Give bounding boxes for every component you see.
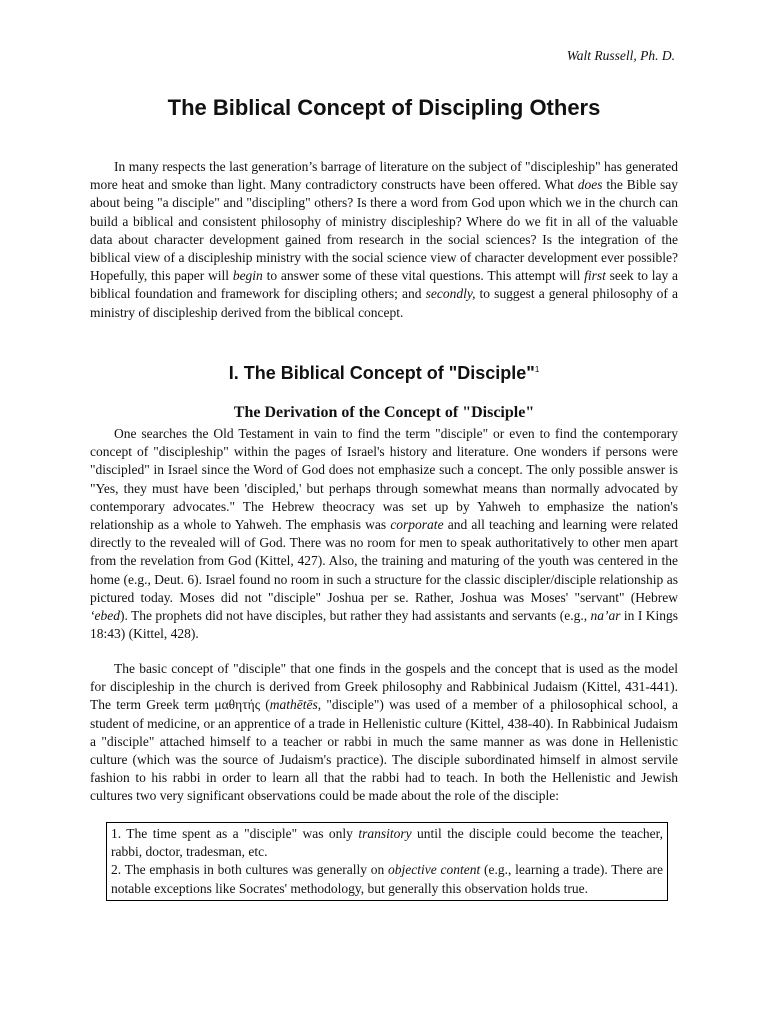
paragraph-old-testament: One searches the Old Testament in vain to find the term "disciple" or even to find the contemporary concept of "discipleship" within the pages of Israel's history and literature. One wonders if persons were "discipled" in Israel since the Word of God does not emphasize such a concept. The only possible answer is "Yes, they must have been 'discipled,' but perhaps through somewhat means than normally advocated by contemporary advocates." The Hebrew theocracy was set up by Yahweh to emphasize the nation's relationship as a whole to Yahweh. The emphasis was corporate and all teaching and learning were related directly to the revealed will of God. There was no room for men to speak authoritatively to other men apart from the revelation from God (Kittel, 427). Also, the training and maturing of the youth was centered in the home (e.g., Deut. 6). Israel found no room in such a structure for the classic discipler/disciple relationship as pictured today. Moses did not "disciple" Joshua per se. Rather, Joshua was Moses' "servant" (Hebrew ‘ebed). The prophets did not have disciples, but rather they had assistants and servants (e.g., na’ar in I Kings 18:43) (Kittel, 428).: [90, 426, 679, 642]
footnote-marker[interactable]: 1: [534, 365, 540, 374]
observation-item: 2. The emphasis in both cultures was generally on objective content (e.g., learning a trade). There are notable exceptions like Socrates' methodology, but generally this observation holds true.: [111, 862, 663, 896]
page-title: The Biblical Concept of Discipling Others: [167, 95, 601, 120]
author-name: Walt Russell, Ph. D.: [566, 48, 675, 63]
subsection-heading: The Derivation of the Concept of "Disciple": [233, 404, 535, 421]
observation-item: 1. The time spent as a "disciple" was only transitory until the disciple could become the teacher, rabbi, doctor, tradesman, etc.: [111, 826, 664, 860]
section-heading: I. The Biblical Concept of "Disciple"$^1$: [228, 363, 540, 383]
observations-box: [106, 822, 668, 901]
paragraph-greek-rabbinical: The basic concept of "disciple" that one finds in the gospels and the concept that is used as the model for discipleship in the church is derived from Greek philosophy and Rabbinical Judaism (Kittel, 431-441). The term Greek term μαθητής (mathētēs, "disciple") was used of a member of a philosophical school, a student of medicine, or an apprentice of a trade in Hellenistic culture (Kittel, 438-40). In Rabbinical Judaism a "disciple" attached himself to a teacher or rabbi in much the same manner as was done in Hellenistic culture (which was the source of Judaism's practice). The disciple subordinated himself in almost servile fashion to his rabbi in order to learn all that the rabbi had to teach. In both the Hellenistic and Jewish cultures two very significant observations could be made about the role of the disciple:: [90, 661, 679, 804]
intro-paragraph: In many respects the last generation’s barrage of literature on the subject of "discipleship" has generated more heat and smoke than light. Many contradictory constructs have been offered. What does the Bible say about being "a disciple" and "discipling" others? Is there a word from God upon which we in the church can build a biblical and consistent philosophy of ministry discipleship? Where do we fit in all of the valuable data about character development gained from research in the social sciences? Is the integration of the biblical view of a discipleship ministry with the social science view of character development ever possible? Hopefully, this paper will begin to answer some of these vital questions. This attempt will first seek to lay a biblical foundation and framework for discipling others; and secondly, to suggest a general philosophy of a ministry of discipleship derived from the biblical concept.: [90, 159, 678, 320]
